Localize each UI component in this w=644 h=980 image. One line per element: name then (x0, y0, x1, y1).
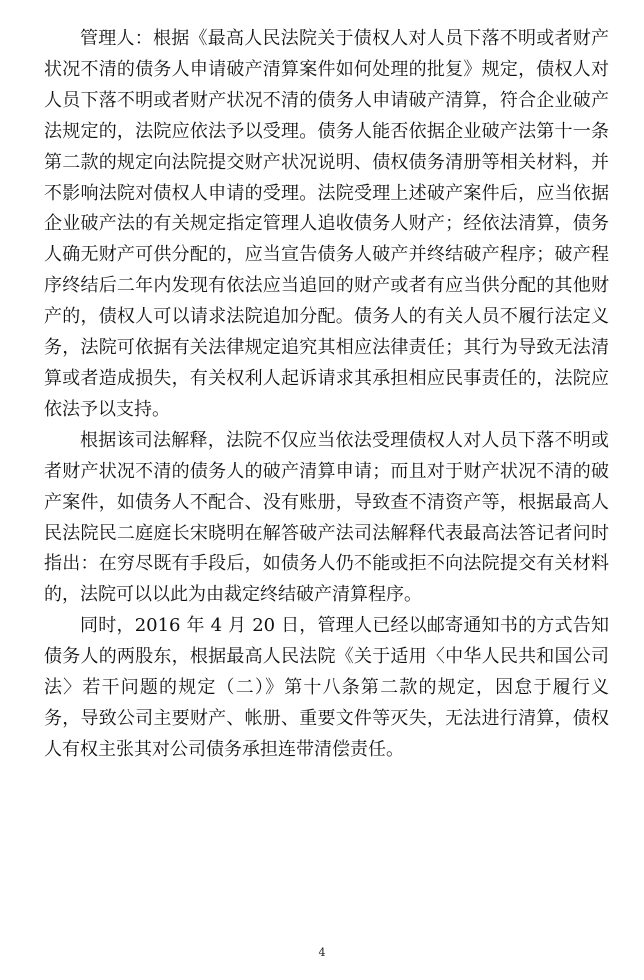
paragraph-2: 根据该司法解释，法院不仅应当依法受理债权人对人员下落不明或者财产状况不清的债务人的破产清算申请；而且对于财产状况不清的破产案件，如债务人不配合、没有账册，导致查不清资产等，根据最高人民法院民二庭庭长宋晓明在解答破产法司法解释代表最高法答记者问时指出：在穷尽既有手段后，如债务人仍不能或拒不向法院提交有关材料的，法院可以以此为由裁定终结破产清算程序。 (44, 429, 609, 606)
paragraph-1: 管理人：根据《最高人民法院关于债权人对人员下落不明或者财产状况不清的债务人申请破产清算案件如何处理的批复》规定，债权人对人员下落不明或者财产状况不清的债务人申请破产清算，符合企业破产法规定的，法院应依法予以受理。债务人能否依据企业破产法第十一条第二款的规定向法院提交财产状况说明、债权债务清册等相关材料，并不影响法院对债权人申请的受理。法院受理上述破产案件后，应当依据企业破产法的有关规定指定管理人追收债务人财产；经依法清算，债务人确无财产可供分配的，应当宣告债务人破产并终结破产程序；破产程序终结后二年内发现有依法应当追回的财产或者有应当供分配的其他财产的，债权人可以请求法院追加分配。债务人的有关人员不履行法定义务，法院可依据有关法律规定追究其相应法律责任；其行为导致无法清算或者造成损失，有关权利人起诉请求其承担相应民事责任的，法院应依法予以支持。 (44, 28, 609, 420)
document-body (44, 24, 609, 766)
page-number: 4 (318, 946, 326, 959)
paragraph-3: 同时，2016 年 4 月 20 日，管理人已经以邮寄通知书的方式告知债务人的两股东，根据最高人民法院《关于适用〈中华人民共和国公司法〉若干问题的规定（二）》第十八条第二款的规定，因怠于履行义务，导致公司主要财产、帐册、重要文件等灭失，无法进行清算，债权人有权主张其对公司债务承担连带清偿责任。 (44, 615, 609, 760)
